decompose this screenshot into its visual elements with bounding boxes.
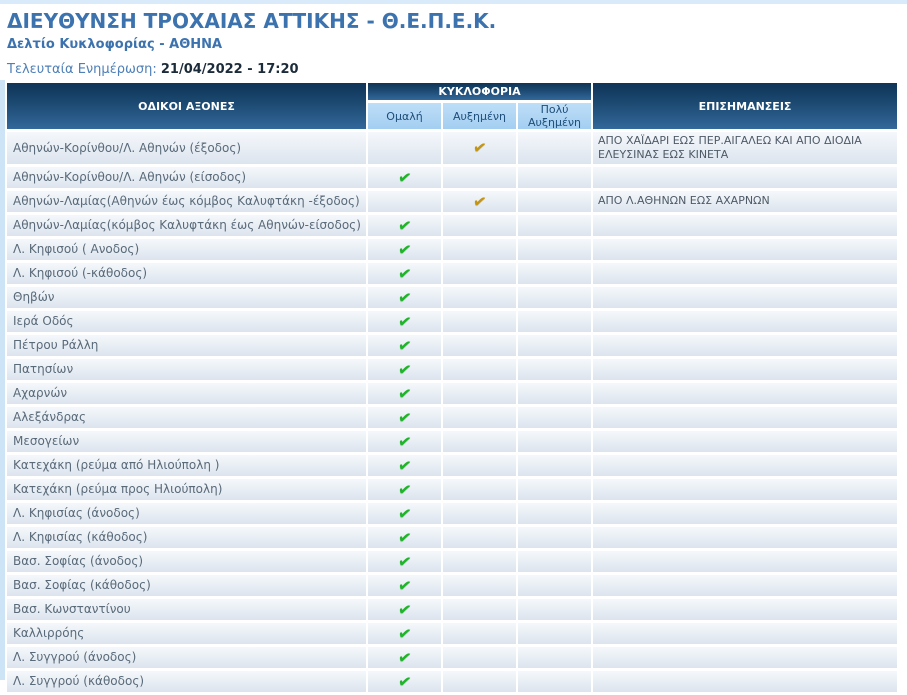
road-name-cell: Λ. Κηφισού ( Ανοδος) [7, 239, 366, 260]
column-header-normal: Ομαλή [368, 103, 441, 129]
traffic-very-increased-cell [518, 575, 591, 596]
normal-traffic-check-icon: ✔ [396, 478, 413, 500]
traffic-increased-cell [443, 479, 516, 500]
table-row [7, 167, 897, 188]
traffic-very-increased-cell [518, 455, 591, 476]
traffic-very-increased-cell [518, 551, 591, 572]
traffic-increased-cell [443, 431, 516, 452]
traffic-normal-cell [368, 263, 441, 284]
traffic-very-increased-cell [518, 191, 591, 212]
road-name-cell: Αθηνών-Λαμίας(κόμβος Καλυφτάκη έως Αθηνών-είσοδος) [7, 215, 366, 236]
traffic-increased-cell [443, 527, 516, 548]
traffic-increased-cell [443, 503, 516, 524]
traffic-normal-cell [368, 527, 441, 548]
traffic-report-table [5, 80, 899, 695]
page-title: ΔΙΕΥΘΥΝΣΗ ΤΡΟΧΑΙΑΣ ΑΤΤΙΚΗΣ - Θ.Ε.Π.Ε.Κ. [7, 9, 497, 33]
traffic-increased-cell [443, 599, 516, 620]
remark-cell: ΑΠΟ ΧΑΪΔΑΡΙ ΕΩΣ ΠΕΡ.ΑΙΓΑΛΕΩ ΚΑΙ ΑΠΟ ΔΙΟΔΙΑ ΕΛΕΥΣΙΝΑΣ ΕΩΣ ΚΙΝΕΤΑ [593, 132, 897, 164]
table-row [7, 215, 897, 236]
traffic-normal-cell [368, 239, 441, 260]
table-row [7, 239, 897, 260]
traffic-very-increased-cell [518, 671, 591, 692]
normal-traffic-check-icon: ✔ [396, 382, 413, 404]
normal-traffic-check-icon: ✔ [396, 406, 413, 428]
traffic-normal-cell [368, 431, 441, 452]
last-update-value: 21/04/2022 - 17:20 [160, 62, 299, 77]
road-name-cell: Αθηνών-Κορίνθου/Λ. Αθηνών (έξοδος) [7, 132, 366, 164]
table-row [7, 599, 897, 620]
remark-cell [593, 455, 897, 476]
table-row [7, 479, 897, 500]
table-row [7, 575, 897, 596]
traffic-normal-cell [368, 191, 441, 212]
road-name-cell: Λ. Συγγρού (άνοδος) [7, 647, 366, 668]
column-header-road-axes: ΟΔΙΚΟΙ ΑΞΟΝΕΣ [7, 83, 366, 129]
normal-traffic-check-icon: ✔ [396, 358, 413, 380]
traffic-increased-cell [443, 215, 516, 236]
table-row [7, 335, 897, 356]
road-name-cell: Πέτρου Ράλλη [7, 335, 366, 356]
normal-traffic-check-icon: ✔ [396, 430, 413, 452]
table-row [7, 263, 897, 284]
road-name-cell: Ιερά Οδός [7, 311, 366, 332]
traffic-increased-cell [443, 311, 516, 332]
traffic-normal-cell [368, 599, 441, 620]
traffic-very-increased-cell [518, 407, 591, 428]
road-name-cell: Καλλιρρόης [7, 623, 366, 644]
traffic-increased-cell [443, 263, 516, 284]
last-update-label: Τελευταία Ενημέρωση: [7, 62, 157, 77]
road-name-cell: Βασ. Σοφίας (κάθοδος) [7, 575, 366, 596]
remark-cell [593, 383, 897, 404]
increased-traffic-check-icon: ✔ [471, 137, 488, 159]
remark-cell [593, 575, 897, 596]
road-name-cell: Μεσογείων [7, 431, 366, 452]
traffic-increased-cell [443, 167, 516, 188]
remark-cell [593, 647, 897, 668]
traffic-increased-cell [443, 407, 516, 428]
road-name-cell: Αλεξάνδρας [7, 407, 366, 428]
traffic-normal-cell [368, 551, 441, 572]
traffic-normal-cell [368, 287, 441, 308]
traffic-normal-cell [368, 311, 441, 332]
remark-cell [593, 287, 897, 308]
road-name-cell: Βασ. Σοφίας (άνοδος) [7, 551, 366, 572]
normal-traffic-check-icon: ✔ [396, 550, 413, 572]
traffic-very-increased-cell [518, 287, 591, 308]
page-subtitle: Δελτίο Κυκλοφορίας - ΑΘΗΝΑ [7, 37, 223, 52]
column-header-traffic: ΚΥΚΛΟΦΟΡΙΑ [368, 83, 591, 100]
table-row [7, 132, 897, 164]
road-name-cell: Αθηνών-Λαμίας(Αθηνών έως κόμβος Καλυφτάκη -έξοδος) [7, 191, 366, 212]
traffic-very-increased-cell [518, 599, 591, 620]
traffic-normal-cell [368, 575, 441, 596]
table-row [7, 503, 897, 524]
traffic-very-increased-cell [518, 359, 591, 380]
traffic-increased-cell [443, 191, 516, 212]
traffic-increased-cell [443, 132, 516, 164]
traffic-increased-cell [443, 671, 516, 692]
remark-cell [593, 599, 897, 620]
remark-cell [593, 311, 897, 332]
table-row [7, 359, 897, 380]
road-name-cell: Κατεχάκη (ρεύμα προς Ηλιούπολη) [7, 479, 366, 500]
column-header-remarks: ΕΠΙΣΗΜΑΝΣΕΙΣ [593, 83, 897, 129]
normal-traffic-check-icon: ✔ [396, 526, 413, 548]
road-name-cell: Βασ. Κωνσταντίνου [7, 599, 366, 620]
road-name-cell: Κατεχάκη (ρεύμα από Ηλιούπολη ) [7, 455, 366, 476]
remark-cell [593, 671, 897, 692]
table-row [7, 407, 897, 428]
traffic-normal-cell [368, 407, 441, 428]
table-row [7, 551, 897, 572]
traffic-very-increased-cell [518, 431, 591, 452]
remark-cell [593, 239, 897, 260]
traffic-very-increased-cell [518, 239, 591, 260]
remark-cell [593, 623, 897, 644]
remark-cell [593, 503, 897, 524]
left-margin-strip [0, 80, 5, 680]
road-name-cell: Αχαρνών [7, 383, 366, 404]
normal-traffic-check-icon: ✔ [396, 574, 413, 596]
traffic-very-increased-cell [518, 647, 591, 668]
table-row [7, 455, 897, 476]
traffic-normal-cell [368, 359, 441, 380]
table-row [7, 527, 897, 548]
remark-cell [593, 527, 897, 548]
traffic-very-increased-cell [518, 623, 591, 644]
column-header-very-increased: Πολύ Αυξημένη [518, 103, 591, 129]
traffic-normal-cell [368, 383, 441, 404]
table-row [7, 623, 897, 644]
road-name-cell: Λ. Συγγρού (κάθοδος) [7, 671, 366, 692]
traffic-increased-cell [443, 647, 516, 668]
increased-traffic-check-icon: ✔ [471, 190, 488, 212]
last-update-line [7, 62, 907, 77]
remark-cell [593, 551, 897, 572]
normal-traffic-check-icon: ✔ [396, 262, 413, 284]
normal-traffic-check-icon: ✔ [396, 166, 413, 188]
traffic-very-increased-cell [518, 132, 591, 164]
table-row [7, 671, 897, 692]
traffic-increased-cell [443, 239, 516, 260]
road-name-cell: Λ. Κηφισίας (κάθοδος) [7, 527, 366, 548]
traffic-very-increased-cell [518, 335, 591, 356]
traffic-normal-cell [368, 647, 441, 668]
remark-cell [593, 359, 897, 380]
remark-cell: ΑΠΟ Λ.ΑΘΗΝΩΝ ΕΩΣ ΑΧΑΡΝΩΝ [593, 191, 897, 212]
normal-traffic-check-icon: ✔ [396, 310, 413, 332]
traffic-very-increased-cell [518, 311, 591, 332]
remark-cell [593, 479, 897, 500]
traffic-increased-cell [443, 623, 516, 644]
remark-cell [593, 215, 897, 236]
normal-traffic-check-icon: ✔ [396, 646, 413, 668]
traffic-normal-cell [368, 623, 441, 644]
normal-traffic-check-icon: ✔ [396, 622, 413, 644]
traffic-very-increased-cell [518, 503, 591, 524]
column-header-increased: Αυξημένη [443, 103, 516, 129]
traffic-increased-cell [443, 335, 516, 356]
normal-traffic-check-icon: ✔ [396, 214, 413, 236]
table-row [7, 431, 897, 452]
traffic-increased-cell [443, 551, 516, 572]
traffic-normal-cell [368, 455, 441, 476]
road-name-cell: Αθηνών-Κορίνθου/Λ. Αθηνών (είσοδος) [7, 167, 366, 188]
traffic-normal-cell [368, 671, 441, 692]
table-row [7, 287, 897, 308]
normal-traffic-check-icon: ✔ [396, 454, 413, 476]
traffic-normal-cell [368, 335, 441, 356]
traffic-very-increased-cell [518, 263, 591, 284]
table-row [7, 647, 897, 668]
table-row [7, 191, 897, 212]
top-bar [0, 0, 907, 4]
traffic-normal-cell [368, 503, 441, 524]
road-name-cell: Λ. Κηφισού (-κάθοδος) [7, 263, 366, 284]
traffic-very-increased-cell [518, 527, 591, 548]
traffic-increased-cell [443, 359, 516, 380]
normal-traffic-check-icon: ✔ [396, 334, 413, 356]
traffic-increased-cell [443, 287, 516, 308]
traffic-increased-cell [443, 383, 516, 404]
remark-cell [593, 263, 897, 284]
traffic-increased-cell [443, 455, 516, 476]
remark-cell [593, 335, 897, 356]
road-name-cell: Πατησίων [7, 359, 366, 380]
remark-cell [593, 431, 897, 452]
traffic-increased-cell [443, 575, 516, 596]
traffic-very-increased-cell [518, 479, 591, 500]
traffic-very-increased-cell [518, 167, 591, 188]
normal-traffic-check-icon: ✔ [396, 502, 413, 524]
remark-cell [593, 407, 897, 428]
normal-traffic-check-icon: ✔ [396, 670, 413, 692]
remark-cell [593, 167, 897, 188]
traffic-very-increased-cell [518, 215, 591, 236]
normal-traffic-check-icon: ✔ [396, 238, 413, 260]
traffic-very-increased-cell [518, 383, 591, 404]
table-row [7, 311, 897, 332]
road-name-cell: Λ. Κηφισίας (άνοδος) [7, 503, 366, 524]
normal-traffic-check-icon: ✔ [396, 598, 413, 620]
traffic-normal-cell [368, 479, 441, 500]
table-row [7, 383, 897, 404]
traffic-normal-cell [368, 132, 441, 164]
traffic-normal-cell [368, 167, 441, 188]
normal-traffic-check-icon: ✔ [396, 286, 413, 308]
traffic-normal-cell [368, 215, 441, 236]
road-name-cell: Θηβών [7, 287, 366, 308]
